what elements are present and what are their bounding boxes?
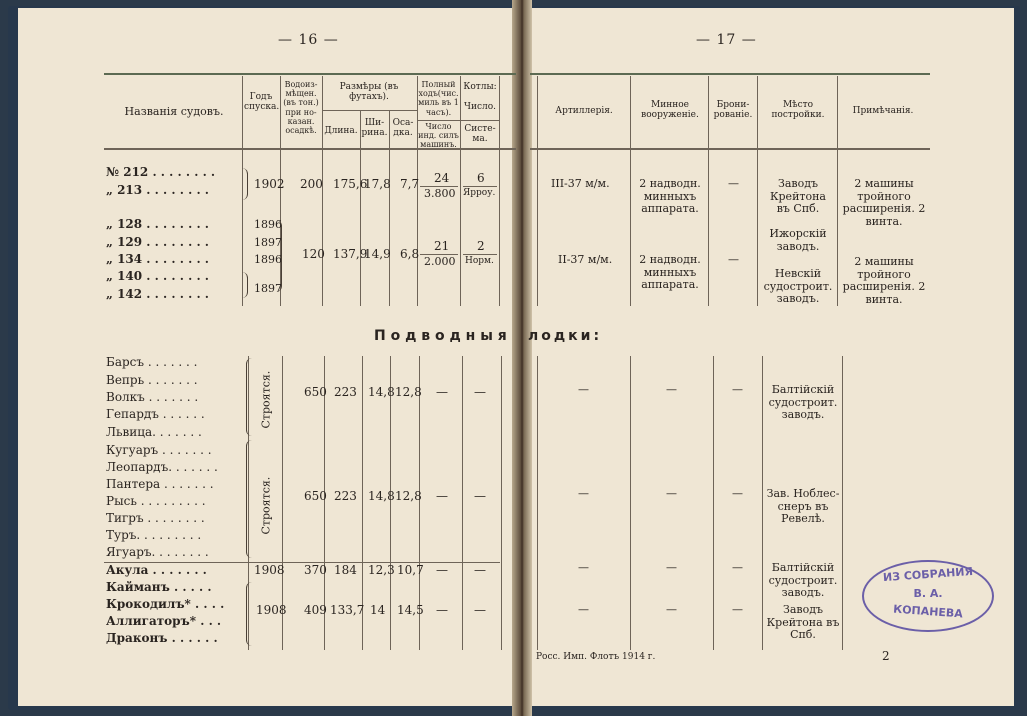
stamp-line: В. А.: [913, 587, 943, 600]
list-item: № 212 . . . . . . . .: [106, 165, 216, 179]
cell-year: 1908: [254, 563, 285, 577]
col-line: [713, 356, 714, 650]
status-label: Строятся.: [259, 370, 273, 429]
header-displacement: Водоиз-мѣщен. (въ тон.) при но-казан. осадкѣ.: [283, 80, 319, 135]
cell-disp: 650: [304, 489, 327, 503]
cell-dash: —: [732, 487, 743, 500]
brace: [246, 440, 252, 558]
col-line: [842, 356, 843, 650]
cell-speed: 21: [434, 239, 450, 253]
cell-dash: —: [474, 489, 486, 503]
header-speed: Полный ходъ(чис. миль въ 1 часъ).: [418, 80, 459, 117]
sub-rule: [417, 120, 499, 121]
col-line: [537, 76, 538, 306]
cell-year: 1896: [254, 253, 282, 266]
page-number-right: — 17 —: [696, 32, 757, 48]
list-item: „ 128 . . . . . . . .: [106, 217, 209, 231]
cell-place: Невскій судостроит. заводъ.: [763, 267, 833, 306]
cell-wid: 14,9: [364, 247, 391, 261]
col-line: [360, 110, 361, 306]
col-line: [837, 76, 838, 306]
cell-dash: —: [474, 603, 486, 617]
list-item: Кайманъ . . . . .: [106, 580, 212, 594]
brace: [246, 582, 252, 646]
cell-torp: 2 надводн. минныхъ аппарата.: [639, 177, 701, 216]
header-boilers: Котлы:: [463, 82, 497, 92]
cell-len: 184: [334, 563, 357, 577]
cell-boilers: 2: [477, 239, 485, 253]
header-dimensions: Размѣры (въ футахъ).: [339, 82, 399, 103]
header-rule-right: [530, 148, 930, 150]
cell-dash: —: [666, 561, 677, 574]
book-gutter: [512, 0, 532, 716]
cell-place: Заводъ Крейтона въ Спб.: [766, 603, 840, 642]
col-line: [462, 356, 463, 650]
cell-armor: —: [728, 177, 739, 190]
header-width: Ши-рина.: [361, 118, 388, 139]
list-item: Тигръ . . . . . . . .: [106, 511, 205, 525]
list-item: Кугуаръ . . . . . . .: [106, 443, 212, 457]
col-line: [762, 356, 763, 650]
cell-draft: 6,8: [400, 247, 420, 261]
col-line: [630, 356, 631, 650]
cell-year: 1908: [256, 603, 287, 617]
section-title: П о д в о д н ы я: [374, 328, 507, 344]
cell-place: Зав. Ноблес-снеръ въ Ревелѣ.: [766, 487, 840, 526]
cell-len: 133,7: [330, 603, 365, 617]
list-item: Львица. . . . . . .: [106, 425, 202, 439]
list-item: „ 134 . . . . . . . .: [106, 252, 209, 266]
stamp-line: КОПАНЕВА: [892, 602, 964, 621]
col-line: [757, 76, 758, 306]
cell-dash: —: [666, 487, 677, 500]
cell-hp: 2.000: [424, 255, 456, 268]
cell-notes: 2 машины тройного расширенія. 2 винта.: [842, 255, 926, 306]
cell-dash: —: [436, 385, 448, 399]
cell-dash: —: [732, 603, 743, 616]
cell-place: Балтійскій судостроит. заводъ.: [768, 561, 838, 600]
list-item: Туръ. . . . . . . . .: [106, 528, 202, 542]
cell-dash: —: [578, 561, 589, 574]
header-name: Названія судовъ.: [124, 105, 224, 118]
frac-rule: [463, 254, 497, 255]
cell-len: 223: [334, 489, 357, 503]
page-number-left: — 16 —: [278, 32, 339, 48]
header-draft: Оса-дка.: [392, 118, 414, 139]
cell-len: 223: [334, 385, 357, 399]
footer-signature: 2: [882, 649, 890, 663]
list-item: „ 213 . . . . . . . .: [106, 183, 209, 197]
col-line: [499, 76, 500, 306]
stamp-line: ИЗ СОБРАНИЯ: [882, 564, 974, 585]
cell-art: III-37 м/м.: [551, 177, 610, 190]
cell-dash: —: [436, 563, 448, 577]
list-item: „ 129 . . . . . . . .: [106, 235, 209, 249]
list-item: Барсъ . . . . . . .: [106, 355, 198, 369]
list-item: Гепардъ . . . . . .: [106, 407, 205, 421]
cell-dash: —: [578, 383, 589, 396]
top-rule-left: [104, 73, 516, 75]
cell-disp: 650: [304, 385, 327, 399]
cell-system: Норм.: [465, 256, 494, 266]
list-item: Акула . . . . . . .: [106, 563, 207, 577]
cell-disp: 370: [304, 563, 327, 577]
cell-len: 137,9: [333, 247, 368, 261]
list-item: Рысь . . . . . . . . .: [106, 494, 206, 508]
cell-dash: —: [436, 489, 448, 503]
cell-disp: 409: [304, 603, 327, 617]
cell-len: 175,6: [333, 177, 368, 191]
header-length: Длина.: [324, 126, 358, 136]
collection-stamp: [862, 560, 994, 632]
cell-art: II-37 м/м.: [558, 253, 613, 266]
list-item: „ 140 . . . . . . . .: [106, 269, 209, 283]
cell-dash: —: [474, 563, 486, 577]
cell-dash: —: [578, 487, 589, 500]
sub-rule: [322, 110, 417, 111]
brace: [276, 220, 282, 292]
list-item: Вепрь . . . . . . .: [106, 373, 198, 387]
list-item: „ 142 . . . . . . . .: [106, 287, 209, 301]
cell-year: 1897: [254, 282, 282, 295]
cell-draft: 7,7: [400, 177, 420, 191]
cell-draft: 10,7: [397, 563, 424, 577]
section-title-cont: лодки:: [528, 328, 603, 344]
header-artillery: Артиллерія.: [555, 106, 613, 116]
cell-disp: 200: [300, 177, 323, 191]
cell-wid: 17,8: [364, 177, 391, 191]
cell-year: 1902: [254, 177, 285, 191]
cell-dash: —: [732, 383, 743, 396]
cell-system: Ярроу.: [463, 188, 496, 198]
brace: [246, 358, 252, 436]
cell-place: Ижорскій заводъ.: [769, 227, 827, 253]
cell-dash: —: [578, 603, 589, 616]
cell-dash: —: [474, 385, 486, 399]
col-line: [537, 356, 538, 650]
header-armor: Брони-рованіе.: [713, 100, 753, 121]
brace: [242, 272, 248, 298]
cell-draft: 12,8: [395, 489, 422, 503]
list-item: Ягуаръ. . . . . . . .: [106, 545, 209, 559]
col-line: [389, 110, 390, 306]
cell-dash: —: [732, 561, 743, 574]
header-boilers-system: Систе-ма.: [464, 124, 496, 145]
cell-disp: 120: [302, 247, 325, 261]
cell-year: 1896: [254, 218, 282, 231]
header-torpedo: Минное вооруженіе.: [641, 100, 699, 121]
cell-hp: 3.800: [424, 187, 456, 200]
footer-text: Росс. Имп. Флотъ 1914 г.: [536, 652, 656, 662]
list-item: Драконъ . . . . . .: [106, 631, 218, 645]
list-item: Аллигаторъ* . . .: [106, 614, 222, 628]
list-item: Пантера . . . . . . .: [106, 477, 214, 491]
list-item: Леопардъ. . . . . . .: [106, 460, 218, 474]
cell-draft: 12,8: [395, 385, 422, 399]
cell-place: Балтійскій судостроит. заводъ.: [768, 383, 838, 422]
cell-wid: 14: [370, 603, 386, 617]
cell-speed: 24: [434, 171, 450, 185]
col-line: [630, 76, 631, 306]
cell-wid: 14,8: [368, 385, 395, 399]
header-notes: Примѣчанія.: [852, 106, 914, 116]
header-hp: Число инд. силъ машинъ.: [418, 122, 459, 150]
header-boilers-count: Число.: [464, 102, 496, 112]
col-line: [708, 76, 709, 306]
cell-dash: —: [436, 603, 448, 617]
cell-year: 1897: [254, 236, 282, 249]
list-item: Волкъ . . . . . . .: [106, 390, 199, 404]
cell-wid: 14,8: [368, 489, 395, 503]
header-place: Мѣсто постройки.: [771, 100, 825, 121]
status-label: Строятся.: [259, 476, 273, 535]
cell-torp: 2 надводн. минныхъ аппарата.: [639, 253, 701, 292]
col-line: [501, 356, 502, 650]
cell-draft: 14,5: [397, 603, 424, 617]
cell-armor: —: [728, 253, 739, 266]
header-year: Годъ спуска.: [244, 92, 280, 113]
cell-dash: —: [666, 603, 677, 616]
cell-wid: 12,3: [368, 563, 395, 577]
top-rule-right: [530, 73, 930, 75]
list-item: Крокодилъ* . . . .: [106, 597, 225, 611]
cell-dash: —: [666, 383, 677, 396]
brace: [242, 168, 248, 200]
cell-boilers: 6: [477, 171, 485, 185]
frac-rule: [463, 186, 497, 187]
cell-notes: 2 машины тройного расширенія. 2 винта.: [842, 177, 926, 228]
cell-place: Заводъ Крейтона въ Спб.: [770, 177, 826, 216]
